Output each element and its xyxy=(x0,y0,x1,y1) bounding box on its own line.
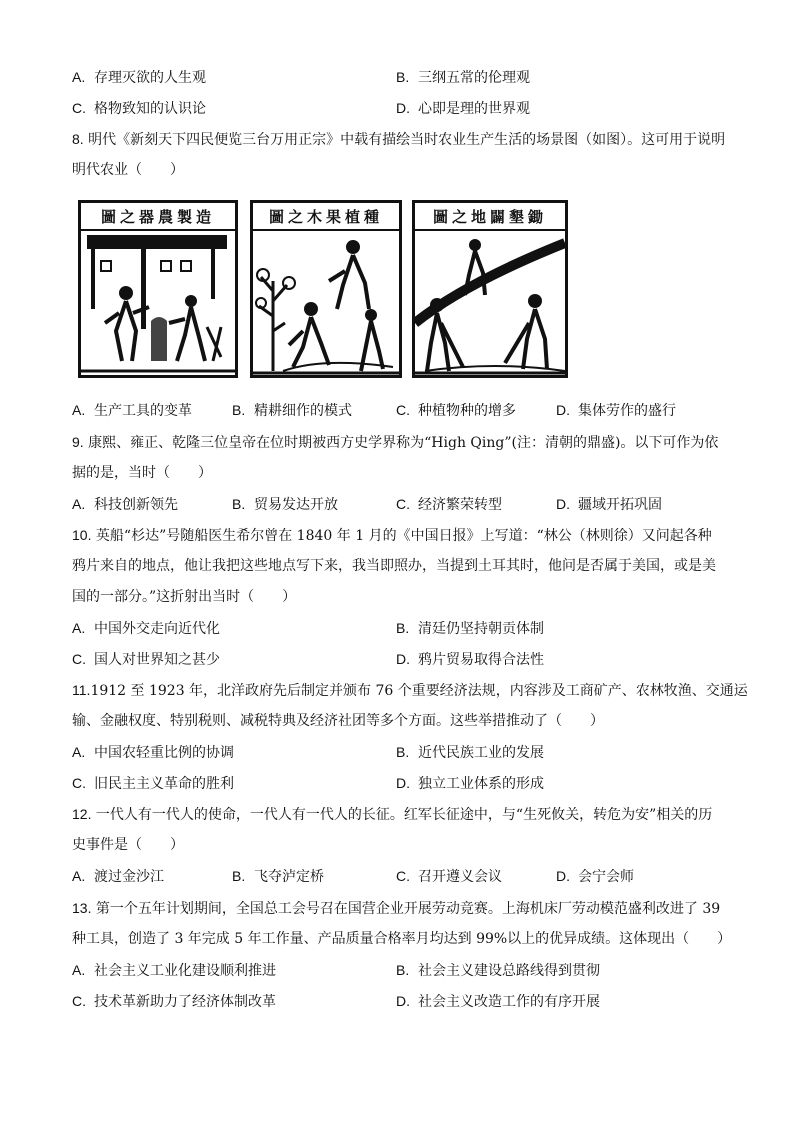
farm-tools-woodcut-image xyxy=(81,231,235,377)
option-12d: D. 会宁会师 xyxy=(556,868,634,885)
option-13c: C. 技术革新助力了经济体制改革 xyxy=(72,993,276,1010)
question-9-stem-cont: 据的是，当时（ ） xyxy=(72,465,212,481)
option-7c: C. 格物致知的认识论 xyxy=(72,100,206,117)
option-11a: A. 中国农轻重比例的协调 xyxy=(72,744,234,761)
panel-title: 圖之地闢墾鋤 xyxy=(415,203,565,231)
hoeing-land-woodcut-image xyxy=(415,231,565,377)
option-9c: C. 经济繁荣转型 xyxy=(396,496,502,513)
option-7b: B. 三纲五常的伦理观 xyxy=(396,69,530,86)
option-9b: B. 贸易发达开放 xyxy=(232,496,338,513)
option-10d: D. 鸦片贸易取得合法性 xyxy=(396,651,544,668)
option-9d: D. 疆域开拓巩固 xyxy=(556,496,662,513)
panel-title: 圖之器農製造 xyxy=(81,203,235,231)
option-7d: D. 心即是理的世界观 xyxy=(396,100,530,117)
question-13-stem: 13. 第一个五年计划期间，全国总工会号召在国营企业开展劳动竞赛。上海机床厂劳动模范盛利改进了 39 xyxy=(72,900,721,917)
option-11b: B. 近代民族工业的发展 xyxy=(396,744,544,761)
option-7a: A. 存理灭欲的人生观 xyxy=(72,69,206,86)
option-12c: C. 召开遵义会议 xyxy=(396,868,502,885)
planting-trees-woodcut-image xyxy=(253,231,399,377)
option-8d: D. 集体劳作的盛行 xyxy=(556,402,676,419)
woodcut-panel-trees xyxy=(250,200,402,378)
option-8b: B. 精耕细作的模式 xyxy=(232,402,352,419)
question-13-stem-cont: 种工具，创造了 3 年完成 5 年工作量、产品质量合格率月均达到 99%以上的优异成绩。这体现出（ ） xyxy=(72,931,732,947)
option-11d: D. 独立工业体系的形成 xyxy=(396,775,544,792)
option-10c: C. 国人对世界知之甚少 xyxy=(72,651,220,668)
woodcut-panel-hoeing xyxy=(412,200,568,378)
question-8-stem-cont: 明代农业（ ） xyxy=(72,162,184,178)
question-10-stem-cont2: 国的一部分。”这折射出当时（ ） xyxy=(72,589,297,605)
question-12-stem: 12. 一代人有一代人的使命，一代人有一代人的长征。红军长征途中，与“生死攸关，转危为安”相关的历 xyxy=(72,806,713,823)
option-12b: B. 飞夺泸定桥 xyxy=(232,868,324,885)
option-11c: C. 旧民主主义革命的胜利 xyxy=(72,775,234,792)
option-13b: B. 社会主义建设总路线得到贯彻 xyxy=(396,962,600,979)
question-9-stem: 9. 康熙、雍正、乾隆三位皇帝在位时期被西方史学界称为“High Qing”(注：清朝的鼎盛)。以下可作为依 xyxy=(72,434,719,451)
question-10-stem-cont: 鸦片来自的地点，他让我把这些地点写下来，我当即照办，当提到土耳其时，他问是否属于美国，或是美 xyxy=(72,558,716,574)
option-13d: D. 社会主义改造工作的有序开展 xyxy=(396,993,600,1010)
option-9a: A. 科技创新领先 xyxy=(72,496,178,513)
option-12a: A. 渡过金沙江 xyxy=(72,868,164,885)
option-10b: B. 清廷仍坚持朝贡体制 xyxy=(396,620,544,637)
question-11-stem: 11.1912 至 1923 年，北洋政府先后制定并颁布 76 个重要经济法规，内容涉及工商矿产、农林牧渔、交通运 xyxy=(72,682,748,699)
question-12-stem-cont: 史事件是（ ） xyxy=(72,837,184,853)
panel-title: 圖之木果植種 xyxy=(253,203,399,231)
option-10a: A. 中国外交走向近代化 xyxy=(72,620,220,637)
question-11-stem-cont: 输、金融权度、特别税则、减税特典及经济社团等多个方面。这些举措推动了（ ） xyxy=(72,713,604,729)
option-8a: A. 生产工具的变革 xyxy=(72,402,192,419)
option-8c: C. 种植物种的增多 xyxy=(396,402,516,419)
question-8-stem: 8. 明代《新刻天下四民便览三台万用正宗》中载有描绘当时农业生产生活的场景图（如图）。这可用于说明 xyxy=(72,131,726,148)
option-13a: A. 社会主义工业化建设顺利推进 xyxy=(72,962,276,979)
woodcut-panel-tools xyxy=(78,200,238,378)
question-8-figure xyxy=(78,200,724,380)
question-10-stem: 10. 英船“杉达”号随船医生希尔曾在 1840 年 1 月的《中国日报》上写道：“林公（林则徐）又问起各种 xyxy=(72,527,712,544)
